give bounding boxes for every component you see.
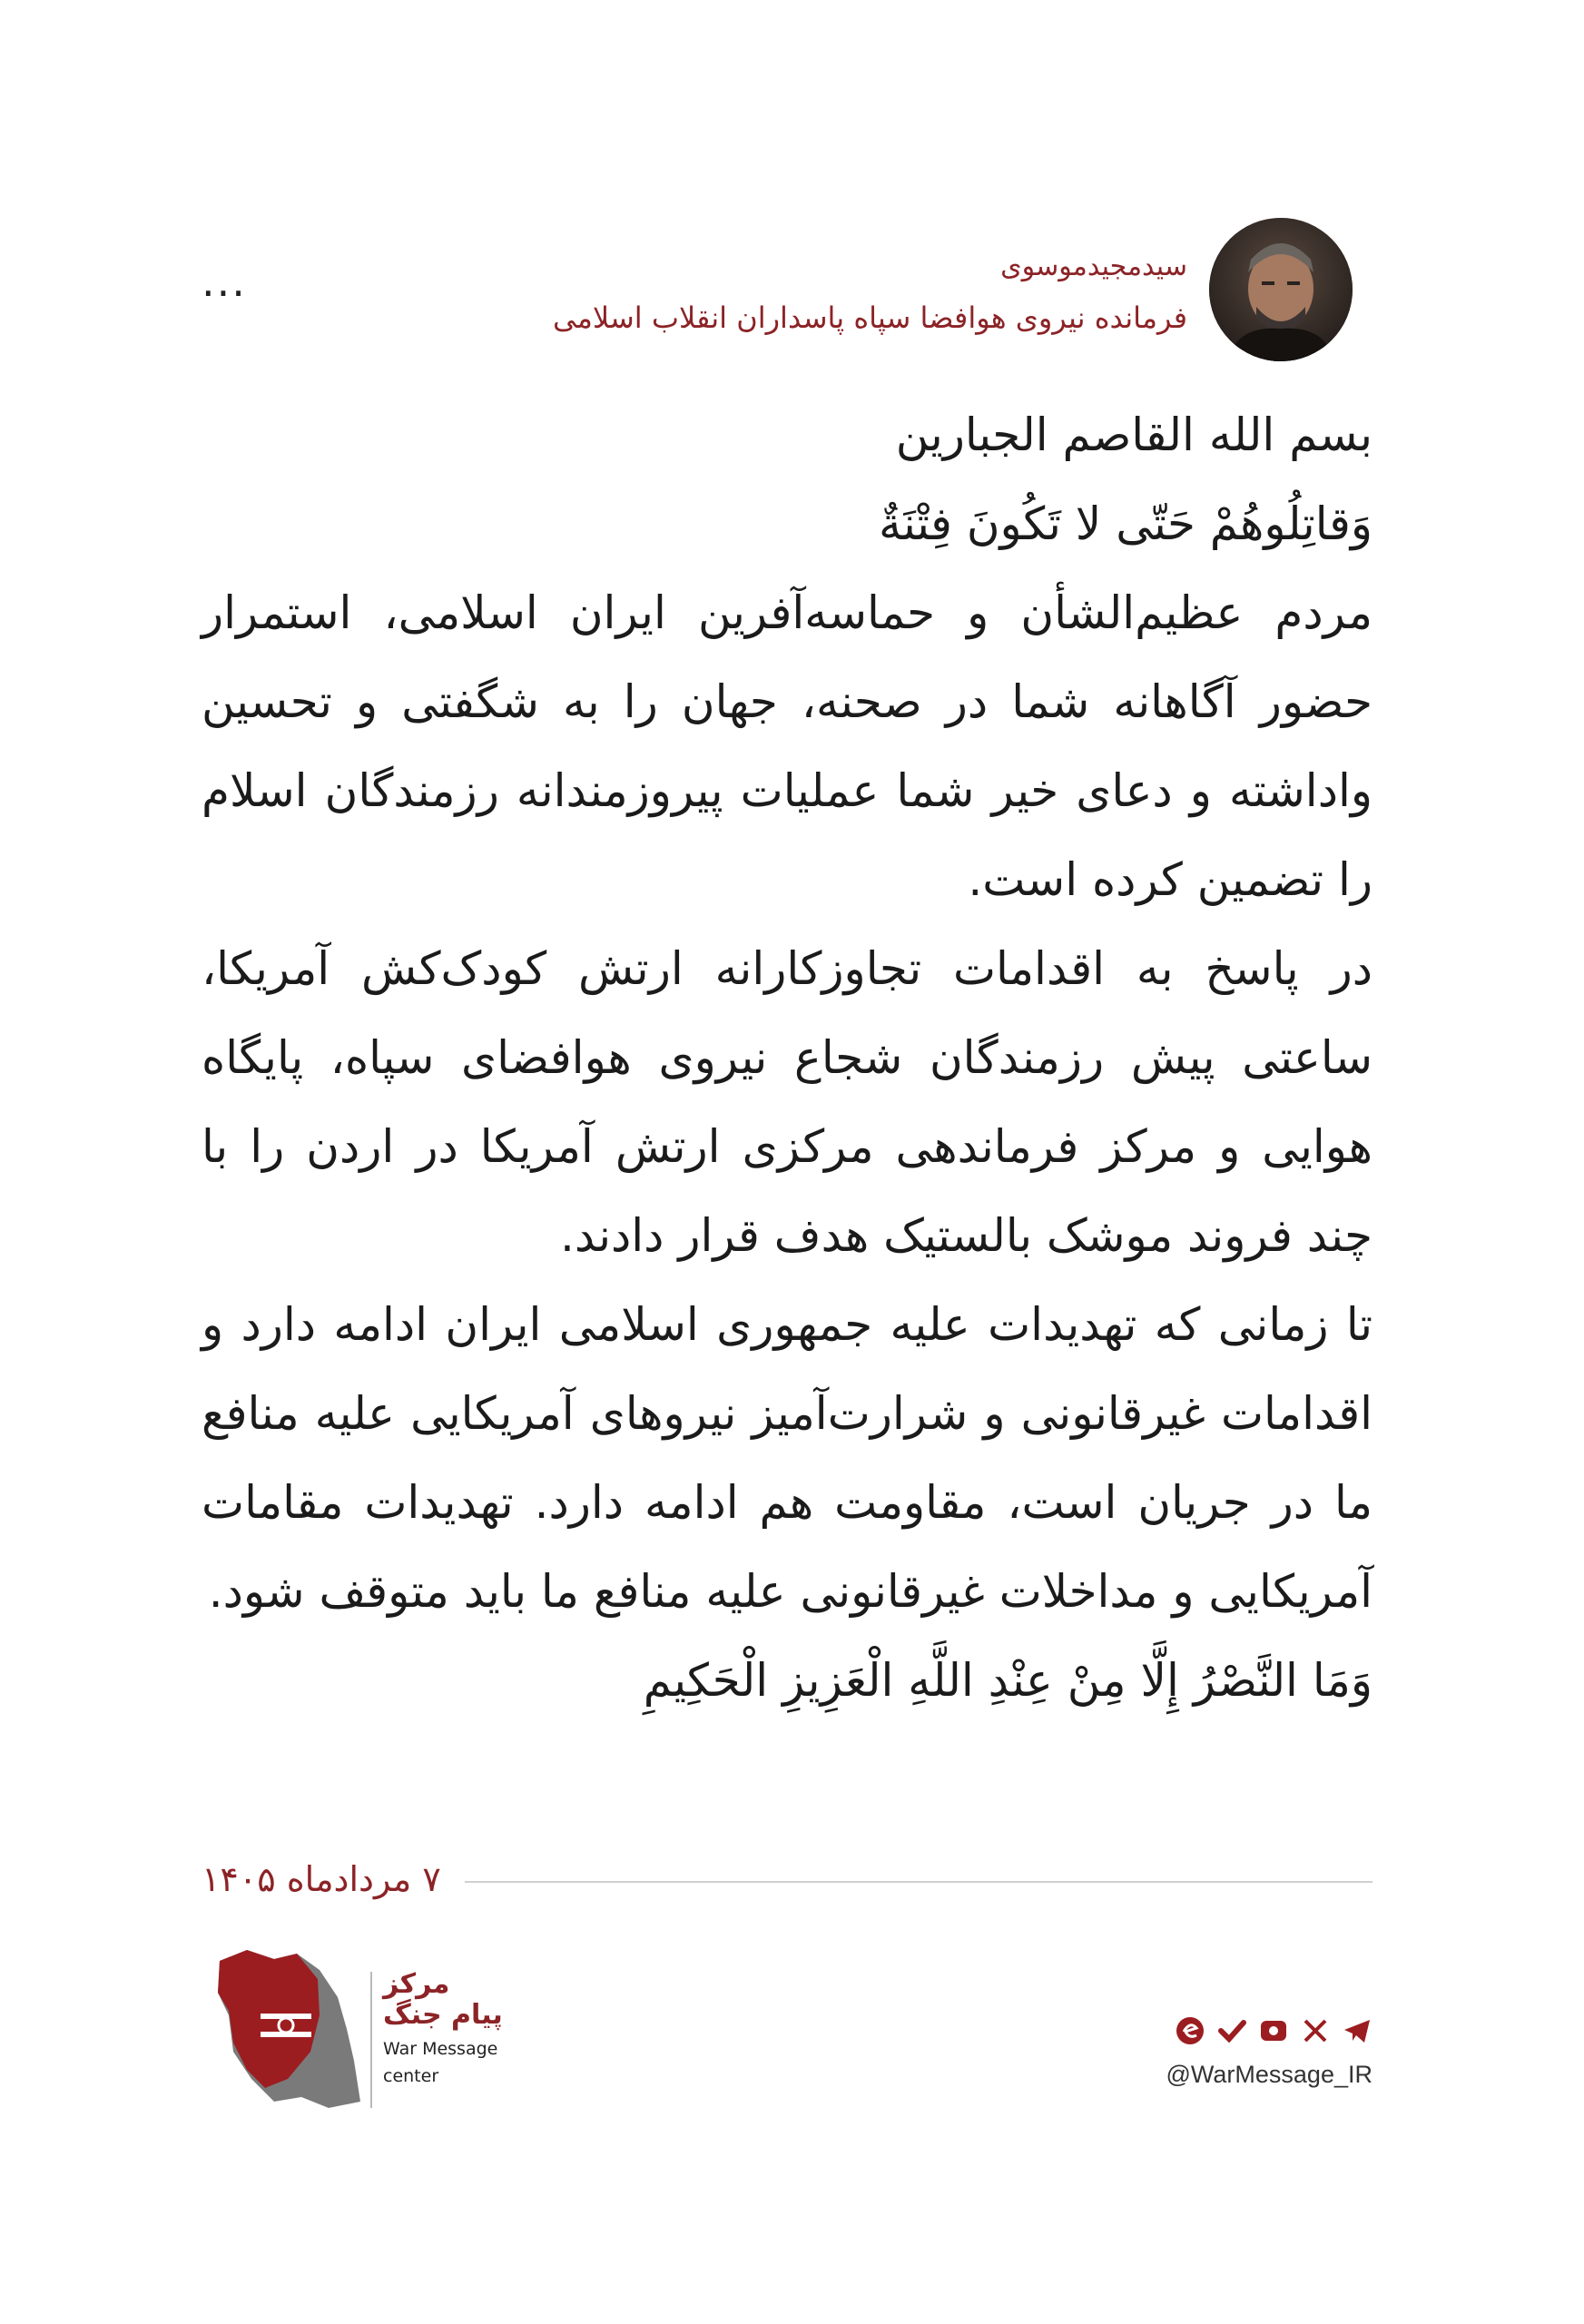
author-name[interactable]: سیدمجیدموسوی xyxy=(1000,251,1187,282)
divider xyxy=(465,1881,1372,1883)
post-header xyxy=(202,218,1353,372)
opening-line: بسم الله القاصم الجبارین xyxy=(895,409,1372,461)
social-block xyxy=(1136,2015,1372,2097)
brand-name xyxy=(383,1970,528,2086)
brand-name-en-1: War Message xyxy=(383,2039,498,2059)
iran-map-icon xyxy=(211,1943,365,2115)
check-icon[interactable] xyxy=(1216,2015,1247,2046)
telegram-icon[interactable] xyxy=(1342,2015,1372,2046)
paragraph-3: تا زمانی که تهدیدات علیه جمهوری اسلامی ایران ادامه دارد و اقدامات غیرقانونی و شرارت‌آمیز نیروهای آمریکایی علیه منافع ما در جریان است، مقاومت هم ادامه دارد. تهدیدات مقامات آمریکایی و مداخلات غیرقانونی علیه منافع ما باید متوقف شود. xyxy=(202,1298,1372,1618)
brand-name-fa-2: پیام جنگ xyxy=(383,1999,503,2031)
avatar[interactable] xyxy=(1209,218,1353,361)
brand-name-en-2: center xyxy=(383,2066,439,2086)
brand-name-fa-1: مرکز xyxy=(383,1968,450,2000)
date-row xyxy=(202,1852,1372,1906)
brand-logo xyxy=(211,1943,510,2115)
x-icon[interactable] xyxy=(1300,2015,1331,2046)
logo-divider xyxy=(370,1972,372,2108)
post-date: ۷ مردادماه ۱۴۰۵ xyxy=(202,1859,441,1899)
author-title: فرمانده نیروی هوافضا سپاه پاسداران انقلاب اسلامی xyxy=(553,300,1187,335)
eitaa-icon[interactable] xyxy=(1175,2015,1205,2046)
paragraph-1: مردم عظیم‌الشأن و حماسه‌آفرین ایران اسلامی، استمرار حضور آگاهانه شما در صحنه، جهان را به شگفتی و تحسین واداشته و دعای خیر شما عملیات پیروزمندانه رزمندگان اسلام را تضمین کرده است. xyxy=(202,586,1372,906)
closing-verse: وَمَا النَّصْرُ إِلَّا مِنْ عِنْدِ اللَّهِ الْعَزِيزِ الْحَكِيمِ xyxy=(643,1654,1372,1707)
paragraph-2: در پاسخ به اقدامات تجاوزکارانه ارتش کودک‌کش آمریکا، ساعتی پیش رزمندگان شجاع نیروی هوافضای سپاه، پایگاه هوایی و مرکز فرماندهی مرکزی ارتش آمریکا در اردن را با چند فروند موشک بالستیک هدف قرار دادند. xyxy=(202,942,1372,1262)
more-options-icon[interactable]: ... xyxy=(202,257,247,306)
rubika-icon[interactable] xyxy=(1258,2015,1289,2046)
verse-line: وَقاتِلُوهُمْ حَتّی لا تَکُونَ فِتْنَةٌ xyxy=(879,497,1372,550)
social-icons xyxy=(1136,2015,1372,2055)
avatar-image xyxy=(1209,218,1353,361)
post-body xyxy=(202,390,1372,1725)
author-info xyxy=(553,249,1187,338)
social-handle[interactable]: @WarMessage_IR xyxy=(1166,2061,1372,2088)
